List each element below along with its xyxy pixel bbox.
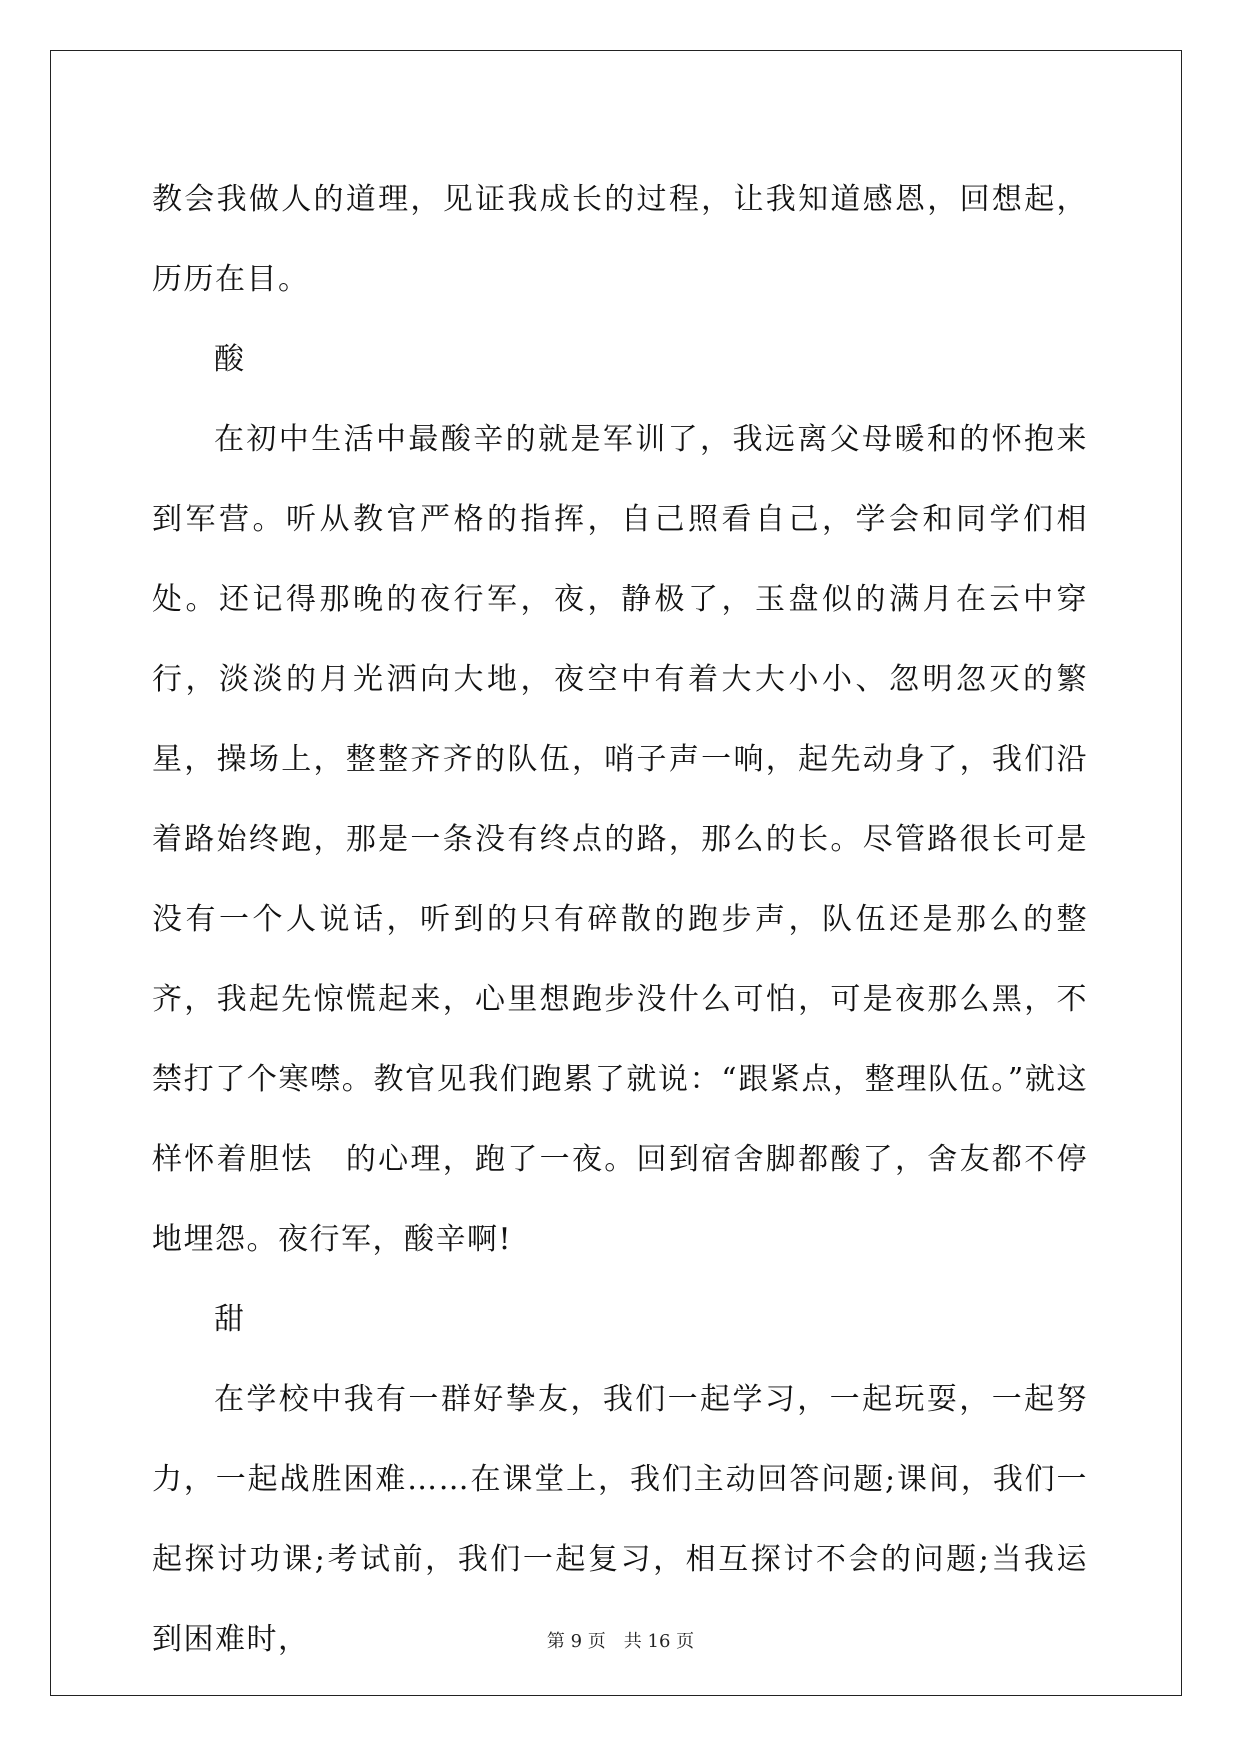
document-body: [152, 160, 1088, 1680]
paragraph-military-training: 在初中生活中最酸辛的就是军训了，我远离父母暖和的怀抱来到军营。听从教官严格的指挥，自己照看自己，学会和同学们相处。还记得那晚的夜行军，夜，静极了，玉盘似的满月在云中穿行，淡淡的月光洒向大地，夜空中有着大大小小、忽明忽灭的繁星，操场上，整整齐齐的队伍，哨子声一响，起先动身了，我们沿着路始终跑，那是一条没有终点的路，那么的长。尽管路很长可是没有一个人说话，听到的只有碎散的跑步声，队伍还是那么的整齐，我起先惊慌起来，心里想跑步没什么可怕，可是夜那么黑，不禁打了个寒噤。教官见我们跑累了就说：“跟紧点，整理队伍。”就这样怀着胆怯 的心理，跑了一夜。回到宿舍脚都酸了，舍友都不停地埋怨。夜行军，酸辛啊!: [152, 422, 1088, 1257]
page-footer: [0, 1627, 1241, 1653]
paragraph-friends: 在学校中我有一群好挚友，我们一起学习，一起玩耍，一起努力，一起战胜困难……在课堂上，我们主动回答问题;课间，我们一起探讨功课;考试前，我们一起复习，相互探讨不会的问题;当我运到困难时，: [152, 1382, 1088, 1657]
page-total: 共 16 页: [623, 1631, 695, 1652]
section-heading-sweet: 甜: [214, 1302, 246, 1337]
paragraph-1: 教会我做人的道理，见证我成长的过程，让我知道感恩，回想起，历历在目。: [152, 182, 1088, 297]
section-heading-sour: 酸: [214, 342, 246, 377]
page-number: 第 9 页: [546, 1631, 606, 1652]
